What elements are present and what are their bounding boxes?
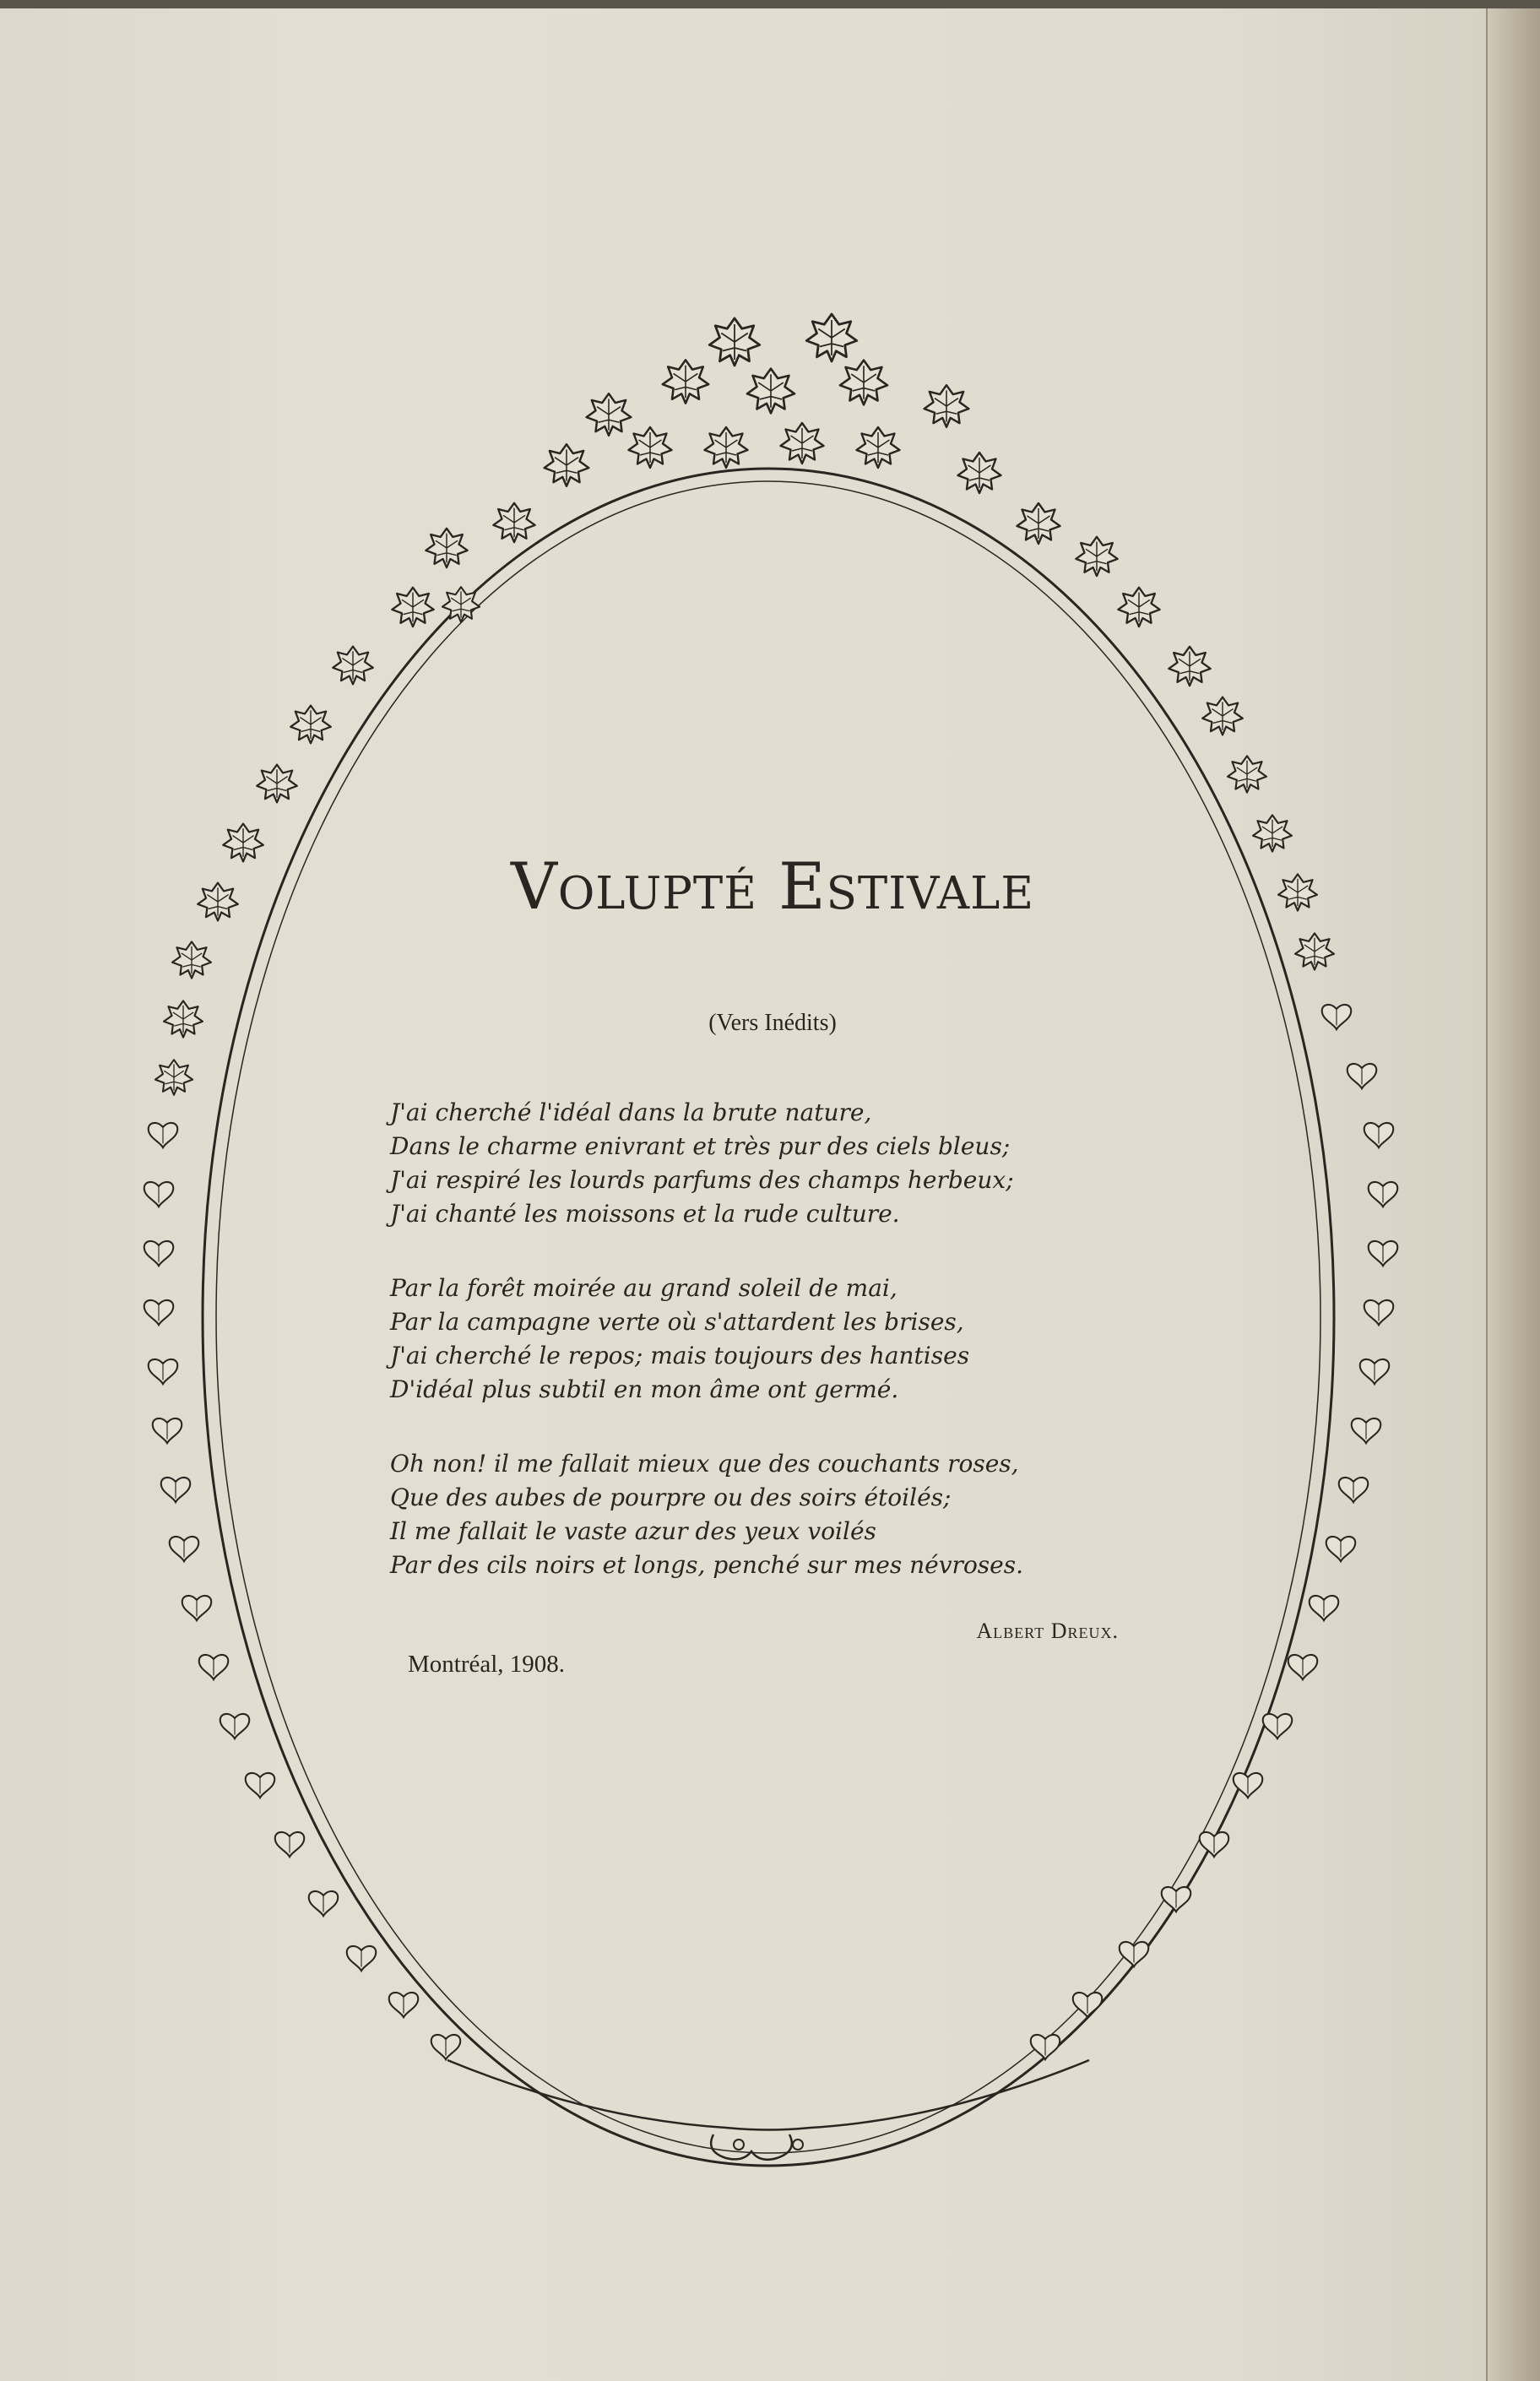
poem-body	[390, 1096, 1133, 1623]
poem-line: J'ai cherché l'idéal dans la brute nature,	[390, 1098, 872, 1126]
poem-line: Par la campagne verte où s'attardent les brises,	[390, 1308, 964, 1336]
author-signature: Albert Dreux.	[976, 1619, 1119, 1643]
poem-line: Oh non! il me fallait mieux que des couchants roses,	[390, 1450, 1019, 1478]
book-spine-edge	[1486, 0, 1540, 2381]
poem-line: J'ai respiré les lourds parfums des champs herbeux;	[390, 1166, 1014, 1194]
poem-line: Dans le charme enivrant et très pur des ciels bleus;	[390, 1132, 1011, 1160]
stanza-2	[390, 1272, 1133, 1407]
poem-line: J'ai cherché le repos; mais toujours des hantises	[390, 1342, 970, 1369]
poem-line: Que des aubes de pourpre ou des soirs étoilés;	[390, 1483, 952, 1511]
top-page-edge	[0, 0, 1540, 8]
poem-line: Par la forêt moirée au grand soleil de mai,	[390, 1274, 897, 1302]
poem-title: Volupté Estivale	[510, 849, 1035, 924]
poem-line: J'ai chanté les moissons et la rude culture.	[390, 1200, 900, 1228]
poem-line: Il me fallait le vaste azur des yeux voilés	[390, 1517, 876, 1545]
bottom-scroll-ornament	[447, 2060, 1089, 2160]
stanza-3	[390, 1447, 1133, 1582]
place-date: Montréal, 1908.	[408, 1651, 566, 1678]
poem-line: Par des cils noirs et longs, penché sur mes névroses.	[390, 1551, 1024, 1579]
stanza-1	[390, 1096, 1133, 1231]
poem-subtitle: (Vers Inédits)	[708, 1010, 837, 1036]
poem-line: D'idéal plus subtil en mon âme ont germé.	[390, 1375, 899, 1403]
